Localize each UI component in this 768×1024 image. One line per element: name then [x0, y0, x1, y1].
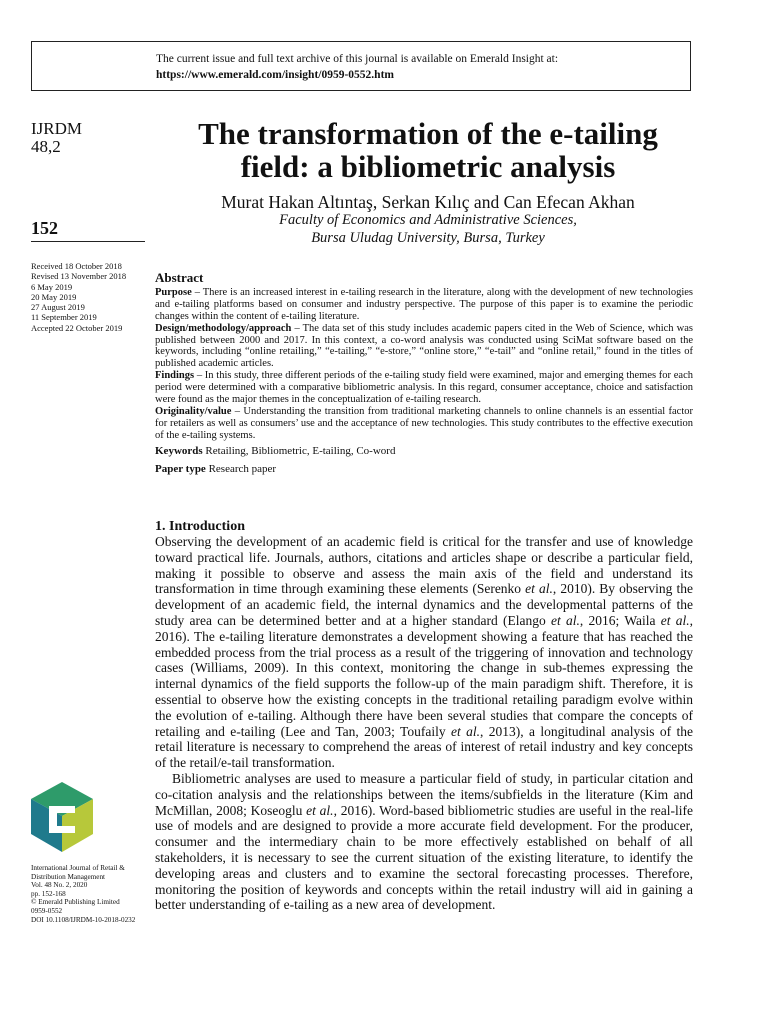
date-line: 6 May 2019 [31, 281, 73, 292]
intro-text: Bibliometric analyses are used to measure a particular field of study, in particular citation and co-citation analysis and the relationships between the items/subfields in the literature (Kim and McMillan, 2008; Koseoglu [155, 770, 693, 818]
imprint-line: Distribution Management [31, 872, 106, 881]
date-line: 27 August 2019 [31, 302, 85, 313]
date-line: Accepted 22 October 2019 [31, 322, 123, 333]
et-al: et al. [450, 723, 480, 739]
introduction-body [155, 534, 693, 913]
originality-label: Originality/value [155, 405, 232, 417]
purpose-text: – There is an increased interest in e-tailing research in the literature, along with the development of new technologies and e-tailing platforms based on consumer and industry perspective. The purpose of this paper is to examine the periodic changes within the content of e-tailing literature. [155, 286, 693, 322]
paper-type-label: Paper type [155, 462, 206, 475]
affiliation-line-1: Faculty of Economics and Administrative Sciences, [279, 212, 577, 228]
date-line: Revised 13 November 2018 [31, 271, 127, 282]
et-al: et al. [525, 581, 553, 597]
imprint-line: © Emerald Publishing Limited [31, 898, 120, 907]
et-al: et al. [551, 612, 580, 628]
archive-url-link[interactable]: https://www.emerald.com/insight/0959-0552.htm [156, 69, 394, 81]
introduction-heading: 1. Introduction [155, 519, 245, 534]
findings-text: – In this study, three different periods of the e-tailing study field were examined, major and emerging themes for each period were determined with a comparative bibliometric analysis. In this regard, consumer acceptance, choice and satisfaction were found as the major themes in the conceptualization of e-tailing research. [155, 370, 693, 406]
abstract-heading: Abstract [155, 270, 204, 285]
page-number: 152 [31, 218, 58, 238]
archive-notice-box [31, 41, 691, 91]
journal-abbreviation: IJRDM [31, 119, 83, 138]
paper-type [155, 464, 693, 476]
journal-imprint [31, 864, 147, 924]
intro-text: , 2016). The e-tailing literature demonstrates a development showing a feature that has reached the embedded process from the trial process as a result of the triggering of innovation and technology cases (Williams, 2009). In this context, monitoring the change in sub-themes expressing the internal dynamics of the field supports the follow-up of the main paradigm shift. Therefore, it is essential to observe how the existing concepts in the traditional retailing paradigm evolve within the evolution of e-tailing. Although there have been several studies that compare the concepts of retailing and e-tailing (Lee and Tan, 2003; Toufaily [155, 612, 694, 739]
et-al: et al. [306, 802, 334, 818]
abstract-purpose [155, 287, 693, 323]
keywords-text: Retailing, Bibliometric, E-tailing, Co-word [202, 444, 396, 457]
purpose-label: Purpose [155, 286, 192, 298]
imprint-line[interactable]: DOI 10.1108/IJRDM-10-2018-0232 [31, 915, 136, 924]
journal-volume-issue: 48,2 [31, 137, 61, 156]
design-label: Design/methodology/approach [155, 322, 292, 334]
emerald-logo-icon [31, 782, 93, 852]
findings-label: Findings [155, 370, 195, 382]
keywords [155, 446, 693, 458]
design-text: – The data set of this study includes academic papers cited in the Web of Science, which was published between 2000 and 2017. In this context, a co-word analysis was conducted using SciMat software based on the keywords, including “online retailing,” “e-tailing,” “e-store,” “online store,” “e-tail” and “online retail,” found in the titles of published academic articles. [155, 322, 693, 370]
imprint-line: Vol. 48 No. 2, 2020 [31, 881, 88, 890]
paper-type-text: Research paper [205, 462, 277, 475]
title-line-1: The transformation of the e-tailing [198, 116, 658, 151]
date-line: 11 September 2019 [31, 312, 97, 323]
author-list: Murat Hakan Altıntaş, Serkan Kılıç and Can Efecan Akhan [221, 192, 635, 212]
abstract-findings [155, 370, 693, 406]
page-number-divider [31, 241, 145, 242]
intro-text: , 2016). Word-based bibliometric studies are useful in the real-life use of models and are designed to provide a more accurate field development. For the producer, consumer and the intermediary chain to be more effectively established on behalf of all stakeholders, it is necessary to see the current situation of the existing literature, to identify the developing areas and clusters and to examine the sectoral forecasting processes. Therefore, monitoring the position of keywords and concepts within the retail industry will aid in gaining a better understanding of e-tailing as a new area of development. [155, 802, 693, 913]
date-line: 20 May 2019 [31, 291, 77, 302]
imprint-line: 0959-0552 [31, 906, 63, 915]
title-line-2: field: a bibliometric analysis [240, 149, 616, 184]
submission-dates [31, 261, 147, 333]
et-al: et al. [660, 612, 690, 628]
intro-paragraph-1 [155, 534, 693, 771]
date-line: Received 18 October 2018 [31, 261, 122, 271]
affiliation-line-2: Bursa Uludag University, Bursa, Turkey [311, 230, 545, 246]
imprint-line: pp. 152-168 [31, 889, 66, 898]
archive-notice-text: The current issue and full text archive of this journal is available on Emerald Insight at: [156, 53, 559, 65]
intro-paragraph-2 [155, 771, 693, 913]
article-title [148, 117, 708, 183]
abstract-design [155, 323, 693, 371]
imprint-line: International Journal of Retail & [31, 864, 125, 872]
intro-text: , 2010). By observing the development of an academic field, the internal dynamics and the developmental patterns of the study area can be determined better and at a higher standard (Elango [155, 581, 693, 628]
intro-text: , 2016; Waila [579, 612, 661, 628]
intro-text: , 2013), a longitudinal analysis of the retail literature is necessary to comprehend the areas of interest of retail industry and key concepts of the retail/e-tail transformation. [155, 723, 693, 771]
abstract-section [155, 272, 693, 476]
intro-text: Observing the development of an academic field is critical for the transfer and use of knowledge toward practical life. Journals, authors, citations and articles shape or describe a particular field, making it possible to observe and assess the main axis of the field and understand its transformation in time through examining these elements (Serenko [155, 534, 693, 597]
originality-text: – Understanding the transition from traditional marketing channels to online channels is an essential factor for retailers as well as consumers’ use and the acceptance of new technologies. This study contributes to the effective execution of the e-tailing systems. [155, 405, 693, 441]
keywords-label: Keywords [155, 444, 203, 457]
abstract-originality [155, 406, 693, 442]
